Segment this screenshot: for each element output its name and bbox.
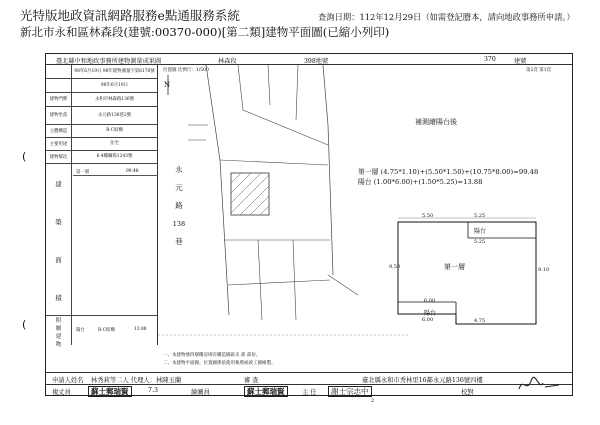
attached-row-structure: R·C結構: [98, 328, 115, 333]
calc-first-floor: 第一層 (4.75*1.10)+(5.50*1.50)+(10.75*8.00)=99.48: [358, 168, 539, 176]
area-calculation: [358, 168, 538, 187]
calc-balcony: 陽台 (1.00*6.00)+(1.50*5.25)=13.88: [358, 177, 483, 186]
page-mark: 2: [371, 398, 375, 404]
section-name: 林森段: [218, 57, 237, 65]
info-label: 主要用途: [46, 138, 72, 150]
signature-strip: [46, 372, 572, 404]
info-label: 建物坐落: [46, 107, 72, 124]
dim-bottom-c: 4.75: [474, 318, 486, 324]
info-value: 永元路136巷2號: [97, 112, 132, 118]
info-row: [46, 65, 158, 79]
building-number: 370: [484, 55, 496, 63]
attached-label-char: 附: [55, 318, 62, 324]
query-date: 查詢日期：112年12月29日（如需登記謄本，請向地政事務所申請。）: [318, 12, 575, 22]
road-label: [172, 161, 186, 251]
road-char: 路: [175, 201, 183, 210]
area-label-char: 面: [55, 255, 62, 264]
info-row: [46, 107, 158, 125]
area-label: [46, 164, 72, 316]
scale-note: 位置圖 比例尺：1/500: [163, 68, 209, 73]
binding-mark: (: [22, 318, 27, 331]
dim-bottom-a: 6.00: [424, 298, 436, 304]
handwritten-signature: [515, 375, 565, 395]
surveyor-stamp: 蘇士郵瑞賢: [88, 386, 132, 397]
page-note: 第2頁 第1頁: [526, 68, 552, 73]
info-label: [46, 65, 72, 78]
office-name: 臺北縣中和地政事務所建物測量成果圖: [56, 57, 162, 65]
note-line: 二、本建物平面圖、位置圖係依使用執照或竣工圖繪製。: [163, 361, 276, 366]
info-row: [46, 79, 158, 93]
attached-row-name: 陽台: [76, 328, 85, 333]
attached-label: [46, 316, 72, 348]
owner-address: 臺北縣永和市秀林里16鄰永元路136號四樓: [362, 377, 483, 384]
area-label-char: 築: [55, 217, 62, 226]
drawn-label: 繪圖員: [191, 389, 210, 396]
plan-frame: [45, 53, 573, 404]
building-unit: 建號: [514, 57, 527, 65]
dim-bottom-b: 6.00: [422, 317, 434, 323]
floor-plan-title: 補測繪陽台後: [415, 118, 457, 126]
north-label: N: [164, 81, 171, 89]
sign-label: 校對: [461, 389, 474, 396]
document-title: 新北市永和區林森段(建號:00370-000)[第二類]建物平面圖(已縮小列印): [20, 25, 390, 39]
area-divider: [73, 175, 158, 176]
info-value: 6·4樓鋼筋1243號: [96, 154, 133, 160]
road-char: 138: [172, 220, 186, 228]
info-value: 98年6月19日 98年建物測量字第6176號: [74, 68, 155, 74]
drafter-stamp: 蘇士郵瑞賢: [244, 386, 288, 397]
info-label: 建物層次: [46, 151, 72, 163]
lot-number: 398地號: [304, 57, 329, 65]
info-value: 永和市林森路136號: [94, 96, 135, 102]
plan-title-row: [46, 54, 572, 65]
director-label: 主 任: [302, 389, 317, 396]
info-table: [46, 65, 158, 348]
road-char: 巷: [175, 237, 183, 246]
attached-label-char: 屬: [55, 326, 62, 332]
applicant-label: 申請人姓名: [52, 377, 84, 384]
info-label: [46, 79, 72, 92]
dim-inner-top: 5.25: [474, 239, 486, 245]
road-char: 元: [175, 183, 183, 192]
dim-top-b: 5.25: [474, 213, 486, 219]
area-label-char: 積: [55, 293, 62, 302]
reviewed-top-label: 審 查: [244, 377, 259, 384]
info-label: 建物門牌: [46, 93, 72, 106]
dim-left: 9.50: [389, 264, 401, 270]
balcony-top-label: 陽台: [474, 228, 487, 235]
checked-label: 複丈員: [52, 389, 71, 396]
seq-value: 7.3: [148, 387, 159, 394]
note-line: 一、本建物係四層樓房則有構造圖區未 部 部份。: [163, 353, 261, 358]
info-value: R·C結構: [106, 128, 123, 134]
system-title: 光特版地政資訊網路服務e點通服務系統: [20, 8, 240, 23]
binding-mark: (: [22, 150, 27, 163]
info-row: [46, 125, 158, 138]
director-stamp: 謝士宗志中: [328, 386, 372, 397]
balcony-bottom-label: 陽台: [424, 310, 437, 317]
info-value: 98年6月19日: [100, 82, 129, 88]
info-row: [46, 93, 158, 107]
info-label: 主體構造: [46, 125, 72, 137]
dim-top-a: 5.50: [422, 213, 434, 219]
info-value: 住宅: [110, 141, 119, 147]
attached-label-char: 建: [55, 334, 62, 340]
info-row: [46, 151, 158, 164]
dim-right: 9.10: [538, 267, 550, 273]
attached-row-value: 13.88: [134, 327, 147, 332]
area-label-char: 建: [55, 179, 62, 188]
info-row: [46, 138, 158, 151]
road-char: 永: [175, 165, 183, 174]
area-row-name: 第一層: [76, 170, 90, 175]
floor-room-label: 第一層: [444, 263, 465, 271]
applicant-value: 林秀莉等二人 代理人：林陳玉蘭: [91, 377, 182, 384]
area-row-value: 99.48: [126, 169, 139, 174]
attached-label-char: 物: [55, 342, 62, 348]
